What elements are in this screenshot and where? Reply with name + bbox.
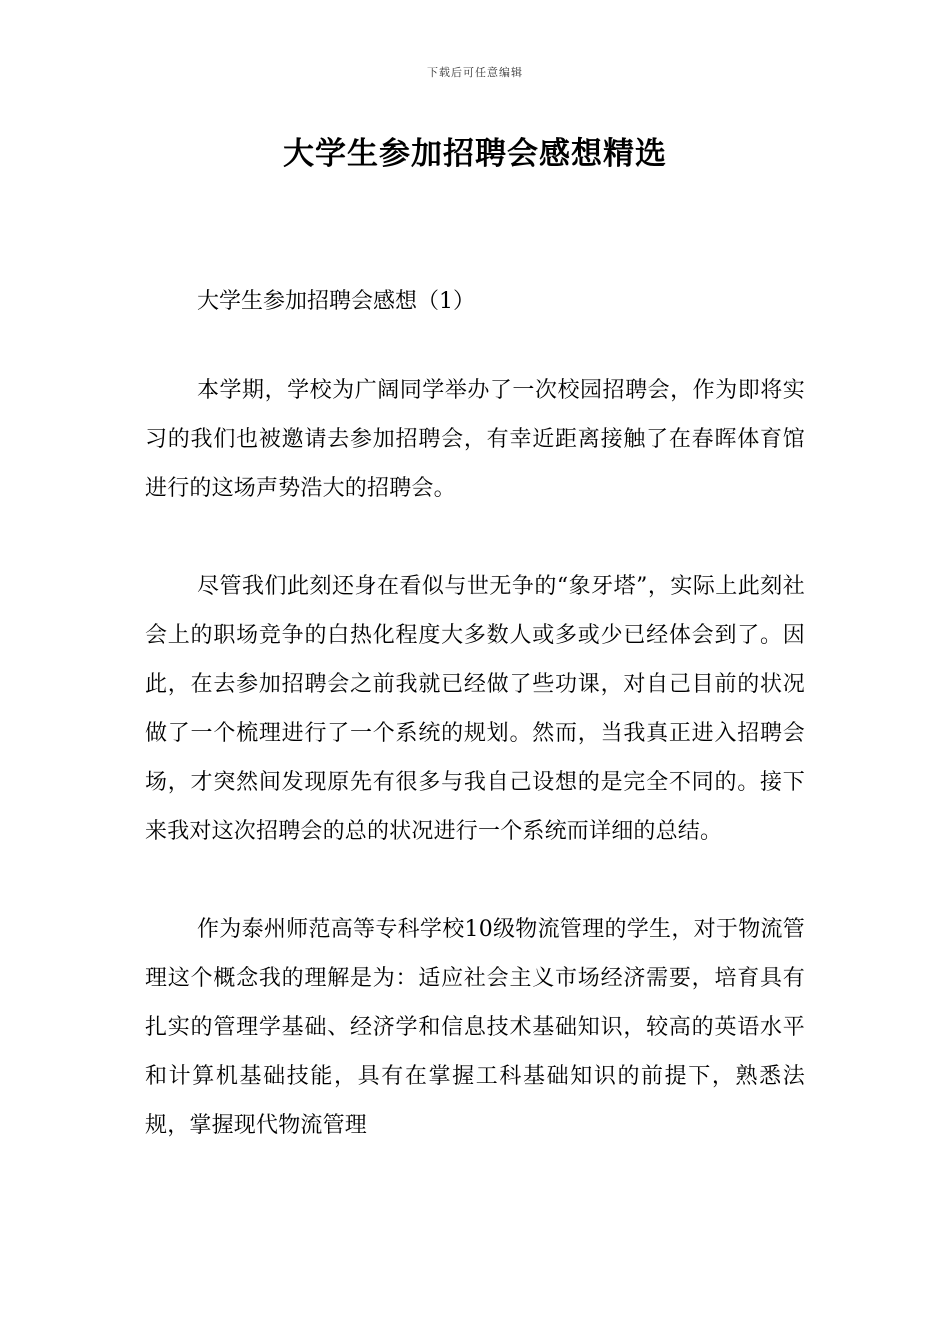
header-note: 下载后可任意编辑 <box>427 66 523 79</box>
paragraph-2: 尽管我们此刻还身在看似与世无争的“象牙塔”，实际上此刻社会上的职场竞争的白热化程度大多数人或多或少已经体会到了。因此，在去参加招聘会之前我就已经做了些功课，对自己目前的状况做了一个梳理进行了一个系统的规划。然而，当我真正进入招聘会场，才突然间发现原先有很多与我自己设想的是完全不同的。接下来我对这次招聘会的总的状况进行一个系统而详细的总结。 <box>145 574 805 844</box>
paragraph-1: 本学期，学校为广阔同学举办了一次校园招聘会，作为即将实习的我们也被邀请去参加招聘会，有幸近距离接触了在春晖体育馆进行的这场声势浩大的招聘会。 <box>145 378 805 501</box>
paragraph-3: 作为泰州师范高等专科学校10级物流管理的学生，对于物流管理这个概念我的理解是为：适应社会主义市场经济需要，培育具有扎实的管理学基础、经济学和信息技术基础知识，较高的英语水平和计算机基础技能，具有在掌握工科基础知识的前提下，熟悉法规，掌握现代物流管理 <box>145 917 805 1138</box>
document-body <box>145 280 805 1199</box>
document-title: 大学生参加招聘会感想精选 <box>283 136 667 172</box>
section-heading: 大学生参加招聘会感想（1） <box>197 289 475 314</box>
